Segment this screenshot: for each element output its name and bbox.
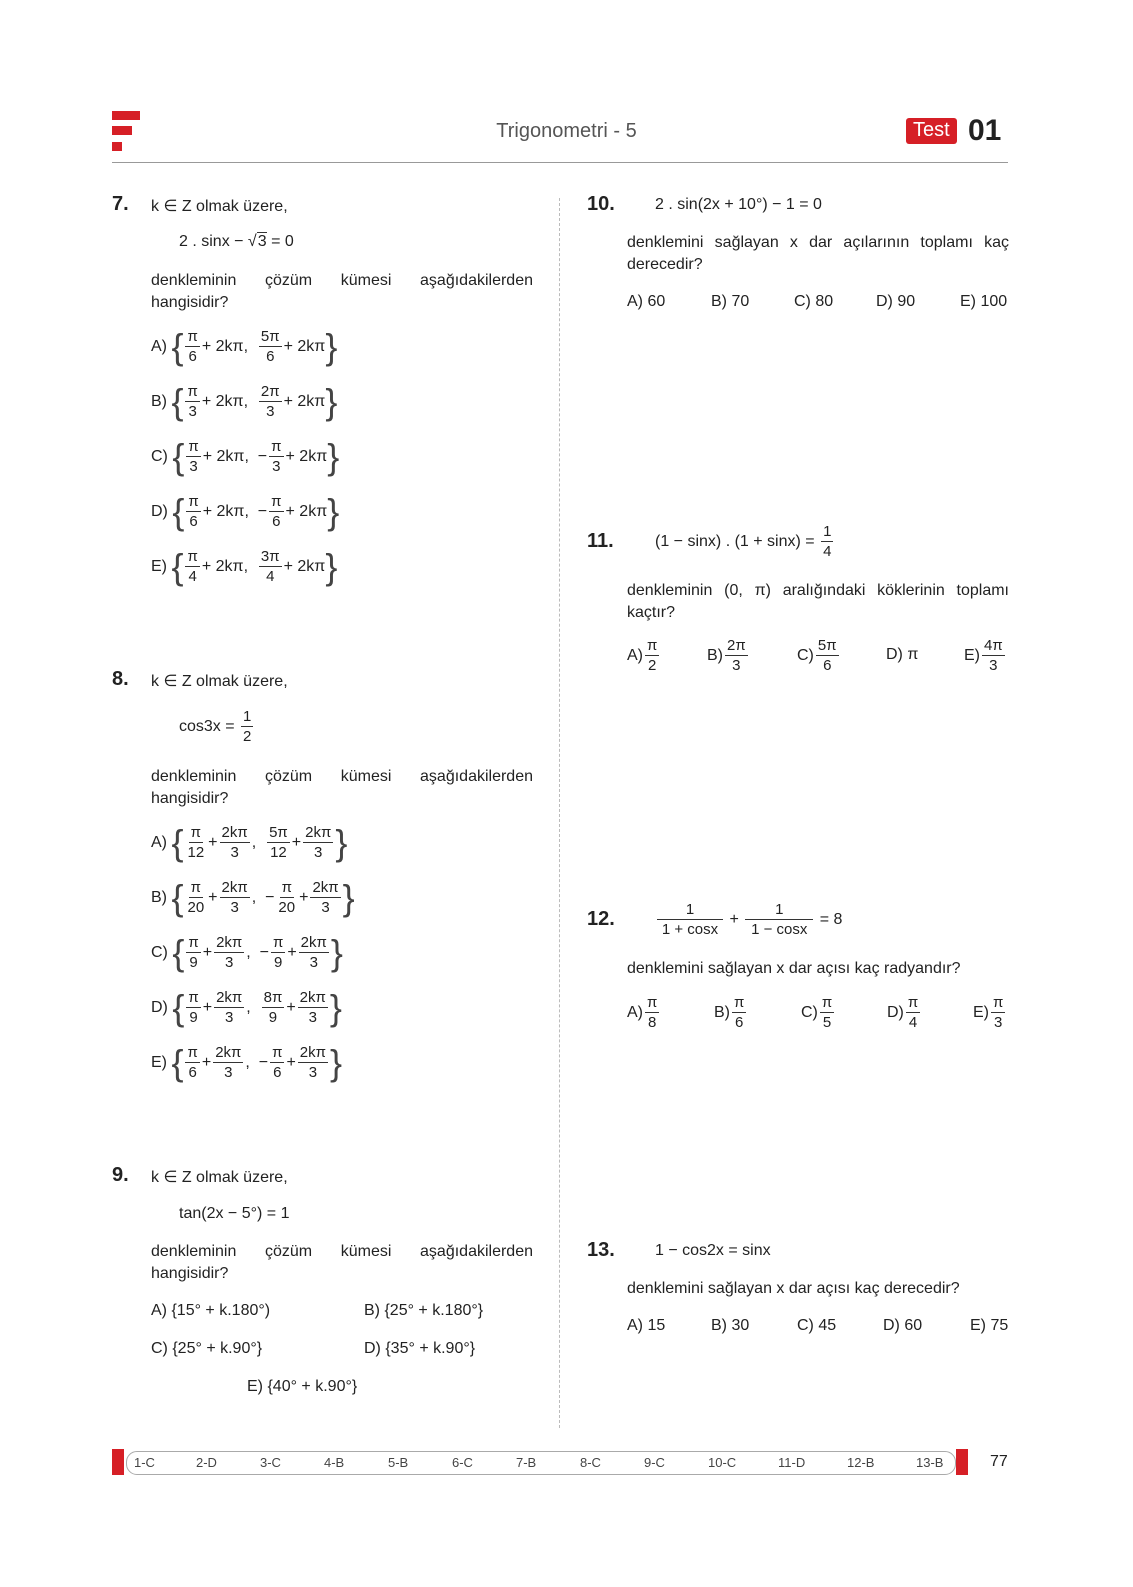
question-12-option-b[interactable]: B) $\frac{\pi}{6}$ [714, 994, 745, 1031]
fraction: $\frac{2k\pi}{3}$ [300, 934, 327, 971]
question-8-equation: cos3x = $\frac{1}{2}$ [179, 708, 252, 745]
right-brace: } [325, 325, 338, 367]
answer-key-item: 3-C [260, 1455, 281, 1470]
fraction: $\frac{2\pi}{3}$ [260, 383, 280, 420]
question-12-equation: $\frac{1}{1 + \cos x}$ + $\frac{1}{1 - \cos x}$ = 8 [655, 900, 842, 939]
question-7-option-c[interactable]: C) { $\frac{\pi}{3}$ + 2kπ, − $\frac{\pi}{3}$ + 2kπ } [151, 435, 340, 477]
fraction: $\frac{\pi}{20}$ [278, 879, 296, 916]
fraction: $\frac{2k\pi}{3}$ [215, 1044, 242, 1081]
question-13-stem: denklemini sağlayan x dar açısı kaç derecedir? [627, 1280, 960, 1297]
left-brace: { [172, 931, 185, 973]
question-10-option-b[interactable]: B) 70 [711, 293, 750, 310]
question-12-option-e[interactable]: E) $\frac{\pi}{3}$ [973, 994, 1004, 1031]
question-10-option-a[interactable]: A) 60 [627, 293, 666, 310]
fraction: $\frac{3\pi}{4}$ [260, 548, 280, 585]
fraction: $\frac{2k\pi}{3}$ [305, 824, 332, 861]
question-13-option-a[interactable]: A) 15 [627, 1317, 666, 1334]
fraction: $\frac{2k\pi}{3}$ [221, 879, 248, 916]
question-9-option-e[interactable]: E) {40° + k.90°} [247, 1378, 358, 1395]
question-10-option-c[interactable]: C) 80 [794, 293, 834, 310]
answer-key-item: 2-D [196, 1455, 217, 1470]
page-title: Trigonometri - 5 [496, 120, 637, 142]
question-8-number: 8. [112, 668, 129, 690]
answer-bar-left-mark [112, 1449, 124, 1475]
test-badge: Test [906, 118, 957, 144]
answer-key-item: 13-B [916, 1455, 944, 1470]
question-11-option-b[interactable]: B) $\frac{2\pi}{3}$ [707, 637, 746, 674]
fraction: $\frac{5\pi}{12}$ [269, 824, 288, 861]
fraction: $\frac{2k\pi}{3}$ [216, 989, 243, 1026]
right-brace: } [325, 545, 338, 587]
question-12-option-d[interactable]: D) $\frac{\pi}{4}$ [887, 994, 919, 1031]
option-label: A) [151, 337, 167, 355]
question-9-option-c[interactable]: C) {25° + k.90°} [151, 1340, 263, 1357]
left-brace: { [172, 490, 185, 532]
left-brace: { [171, 545, 184, 587]
question-13-equation: 1 − cos2x = sinx [655, 1242, 771, 1259]
question-10-option-d[interactable]: D) 90 [876, 293, 916, 310]
question-10-number: 10. [587, 193, 615, 215]
answer-key-bar [126, 1451, 956, 1475]
fraction: $\frac{2k\pi}{3}$ [299, 989, 326, 1026]
test-number: 01 [968, 114, 1002, 147]
fraction: $\frac{8\pi}{9}$ [263, 989, 283, 1026]
fraction: $\frac{\pi}{6}$ [187, 328, 198, 365]
answer-key-item: 11-D [778, 1455, 806, 1470]
question-7-stem: denkleminin çözüm kümesi aşağıdakilerden hangisidir? [151, 272, 533, 311]
question-8-stem: denkleminin çözüm kümesi aşağıdakilerden hangisidir? [151, 768, 533, 807]
right-brace: } [335, 821, 348, 863]
fraction: $\frac{5\pi}{6}$ [260, 328, 280, 365]
question-10-equation: 2 . sin(2x + 10°) − 1 = 0 [655, 196, 822, 213]
option-label: D) [151, 502, 168, 520]
right-brace: } [329, 986, 342, 1028]
question-8-option-e[interactable]: E) { $\frac{\pi}{6}$ + $\frac{2k\pi}{3}$ , − $\frac{\pi}{6}$ + $\frac{2k\pi}{3}$ } [151, 1041, 343, 1083]
question-9-stem: denkleminin çözüm kümesi aşağıdakilerden hangisidir? [151, 1243, 533, 1282]
right-brace: } [325, 380, 338, 422]
left-brace: { [172, 435, 185, 477]
question-9-option-d[interactable]: D) {35° + k.90°} [364, 1340, 476, 1357]
fraction: $\frac{\pi}{9}$ [188, 934, 199, 971]
fraction: $\frac{\pi}{4}$ [187, 548, 198, 585]
question-7-number: 7. [112, 193, 129, 215]
question-7-option-b[interactable]: B) { $\frac{\pi}{3}$ + 2kπ, $\frac{2\pi}{3}$ + 2kπ } [151, 380, 338, 422]
question-11-option-c[interactable]: C) $\frac{5\pi}{6}$ [797, 637, 837, 674]
question-13-option-d[interactable]: D) 60 [883, 1317, 923, 1334]
question-7-option-a[interactable]: A) { $\frac{\pi}{6}$ + 2kπ, $\frac{5\pi}{6}$ + 2kπ } [151, 325, 338, 367]
left-brace: { [171, 876, 184, 918]
right-brace: } [327, 435, 340, 477]
fraction: $\frac{\pi}{9}$ [272, 934, 284, 971]
answer-bar-right-mark [956, 1449, 968, 1475]
question-13-number: 13. [587, 1239, 615, 1261]
answer-key-item: 6-C [452, 1455, 473, 1470]
question-13-option-e[interactable]: E) 75 [970, 1317, 1009, 1334]
question-12-stem: denklemini sağlayan x dar açısı kaç radyandır? [627, 960, 961, 977]
left-brace: { [171, 821, 184, 863]
fraction: $\frac{\pi}{6}$ [188, 493, 199, 530]
question-11-option-e[interactable]: E) $\frac{4\pi}{3}$ [964, 637, 1003, 674]
fraction: $\frac{2k\pi}{3}$ [216, 934, 243, 971]
fraction: $\frac{\pi}{3}$ [271, 438, 282, 475]
fraction: $\frac{\pi}{20}$ [187, 879, 205, 916]
option-label: E) [151, 1053, 167, 1071]
question-8-option-b[interactable]: B) { $\frac{\pi}{20}$ + $\frac{2k\pi}{3}$ , − $\frac{\pi}{20}$ + $\frac{2k\pi}{3}$ } [151, 876, 355, 918]
question-11-stem: denkleminin (0, π) aralığındaki köklerinin toplamı kaçtır? [627, 582, 1009, 621]
question-10-option-e[interactable]: E) 100 [960, 293, 1008, 310]
question-11-equation: (1 − sinx) . (1 + sinx) = $\frac{1}{4}$ [655, 523, 832, 560]
answer-key-item: 1-C [134, 1455, 155, 1470]
fraction: $\frac{\pi}{3}$ [188, 438, 199, 475]
question-11-number: 11. [587, 530, 614, 552]
right-brace: } [330, 931, 343, 973]
question-11-option-d[interactable]: D) π [886, 646, 919, 663]
fraction: $\frac{2k\pi}{3}$ [312, 879, 339, 916]
fraction: $\frac{\pi}{12}$ [187, 824, 205, 861]
question-10-stem: denklemini sağlayan x dar açılarının toplamı kaç derecedir? [627, 234, 1009, 273]
question-8-option-c[interactable]: C) { $\frac{\pi}{9}$ + $\frac{2k\pi}{3}$ , − $\frac{\pi}{9}$ + $\frac{2k\pi}{3}$ } [151, 931, 343, 973]
fraction: $\frac{\pi}{6}$ [272, 1044, 283, 1081]
question-8-option-d[interactable]: D) { $\frac{\pi}{9}$ + $\frac{2k\pi}{3}$ , $\frac{8\pi}{9}$ + $\frac{2k\pi}{3}$ } [151, 986, 342, 1028]
left-brace: { [171, 325, 184, 367]
option-label: B) [151, 392, 167, 410]
answer-key-item: 4-B [324, 1455, 345, 1470]
question-7-option-d[interactable]: D) { $\frac{\pi}{6}$ + 2kπ, − $\frac{\pi}{6}$ + 2kπ } [151, 490, 340, 532]
right-brace: } [342, 876, 355, 918]
page-number: 77 [990, 1453, 1008, 1470]
question-13-option-c[interactable]: C) 45 [797, 1317, 837, 1334]
answer-key-item: 7-B [516, 1455, 537, 1470]
option-label: C) [151, 447, 168, 465]
question-12-number: 12. [587, 908, 615, 930]
question-8-given: k ∈ Z olmak üzere, [151, 673, 288, 690]
question-12-option-c[interactable]: C) $\frac{\pi}{5}$ [801, 994, 833, 1031]
fraction: $\frac{\pi}{6}$ [187, 1044, 198, 1081]
option-label: D) [151, 998, 168, 1016]
left-brace: { [171, 1041, 184, 1083]
question-9-number: 9. [112, 1164, 129, 1186]
answer-key-item: 12-B [847, 1455, 875, 1470]
fraction: $\frac{\pi}{9}$ [188, 989, 199, 1026]
question-13-option-b[interactable]: B) 30 [711, 1317, 750, 1334]
question-9-option-a[interactable]: A) {15° + k.180°) [151, 1302, 271, 1319]
option-label: A) [151, 833, 167, 851]
question-7-option-e[interactable]: E) { $\frac{\pi}{4}$ + 2kπ, $\frac{3\pi}{4}$ + 2kπ } [151, 545, 338, 587]
question-7-given: k ∈ Z olmak üzere, [151, 198, 288, 215]
question-9-equation: tan(2x − 5°) = 1 [179, 1205, 290, 1222]
fraction: $\frac{\pi}{3}$ [187, 383, 198, 420]
question-11-option-a[interactable]: A) $\frac{\pi}{2}$ [627, 637, 658, 674]
answer-key-item: 10-C [708, 1455, 737, 1470]
question-7-equation: 2 . sinx − √3 = 0 [179, 233, 294, 250]
option-label: B) [151, 888, 167, 906]
answer-key-item: 9-C [644, 1455, 665, 1470]
fraction: $\frac{\pi}{6}$ [271, 493, 282, 530]
fraction: $\frac{2k\pi}{3}$ [221, 824, 248, 861]
column-divider [559, 198, 560, 1428]
question-9-given: k ∈ Z olmak üzere, [151, 1169, 288, 1186]
right-brace: } [327, 490, 340, 532]
answer-key-item: 5-B [388, 1455, 409, 1470]
question-8-option-a[interactable]: A) { $\frac{\pi}{12}$ + $\frac{2k\pi}{3}$ , $\frac{5\pi}{12}$ + $\frac{2k\pi}{3}$ } [151, 821, 348, 863]
answer-key-item: 8-C [580, 1455, 601, 1470]
fraction: $\frac{2k\pi}{3}$ [299, 1044, 326, 1081]
question-12-option-a[interactable]: A) $\frac{\pi}{8}$ [627, 994, 658, 1031]
header-divider [112, 162, 1008, 163]
left-brace: { [172, 986, 185, 1028]
left-brace: { [171, 380, 184, 422]
question-9-option-b[interactable]: B) {25° + k.180°} [364, 1302, 484, 1319]
right-brace: } [329, 1041, 343, 1083]
option-label: C) [151, 943, 168, 961]
option-label: E) [151, 557, 167, 575]
